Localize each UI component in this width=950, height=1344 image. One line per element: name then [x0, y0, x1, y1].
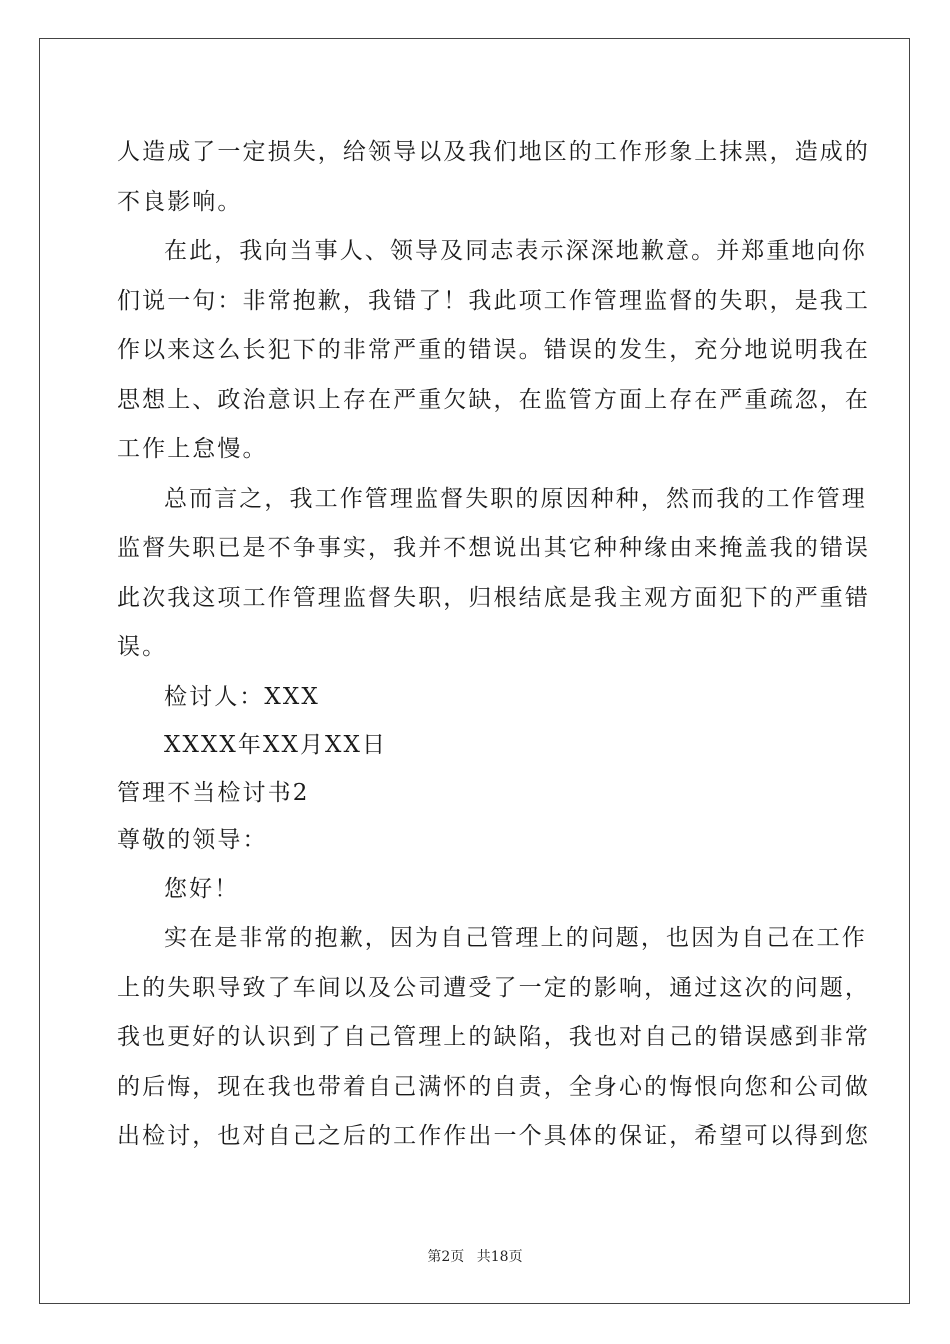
text-line: 人造成了一定损失，给领导以及我们地区的工作形象上抹黑，造成的 — [117, 139, 870, 165]
text-line: 不良影响。 — [117, 188, 243, 215]
text-line: 上的失职导致了车间以及公司遭受了一定的影响，通过这次的问题， — [117, 974, 870, 1001]
signature-line: 检讨人：XXX — [164, 683, 320, 710]
page-number: 第2页 — [427, 1249, 465, 1265]
text-line: 工作上怠慢。 — [117, 436, 268, 462]
text-line: 思想上、政治意识上存在严重欠缺，在监管方面上存在严重疏忽，在 — [117, 386, 870, 413]
document-body — [117, 128, 870, 1162]
greeting: 您好！ — [164, 875, 240, 902]
text-line: 我也更好的认识到了自己管理上的缺陷，我也对自己的错误感到非常 — [117, 1024, 870, 1050]
text-line: 实在是非常的抱歉，因为自己管理上的问题，也因为自己在工作 — [164, 925, 867, 951]
date-line: XXXX年XX月XX日 — [164, 732, 388, 758]
page-total: 共18页 — [476, 1249, 523, 1265]
text-line: 在此，我向当事人、领导及同志表示深深地歉意。并郑重地向你 — [164, 238, 867, 264]
text-line: 出检讨，也对自己之后的工作作出一个具体的保证，希望可以得到您 — [117, 1123, 870, 1149]
text-line: 的后悔，现在我也带着自己满怀的自责，全身心的悔恨向您和公司做 — [117, 1073, 870, 1100]
salutation: 尊敬的领导： — [117, 827, 268, 853]
text-line: 总而言之，我工作管理监督失职的原因种种，然而我的工作管理 — [164, 485, 867, 512]
section-title: 管理不当检讨书2 — [117, 779, 310, 806]
text-line: 监督失职已是不争事实，我并不想说出其它种种缘由来掩盖我的错误 — [117, 535, 870, 561]
text-line: 作以来这么长犯下的非常严重的错误。错误的发生，充分地说明我在 — [117, 337, 870, 363]
text-line: 们说一句：非常抱歉，我错了！我此项工作管理监督的失职，是我工 — [117, 287, 870, 314]
page-footer — [0, 1246, 950, 1266]
text-line: 误。 — [117, 634, 168, 660]
text-line: 此次我这项工作管理监督失职，归根结底是我主观方面犯下的严重错 — [117, 584, 870, 611]
